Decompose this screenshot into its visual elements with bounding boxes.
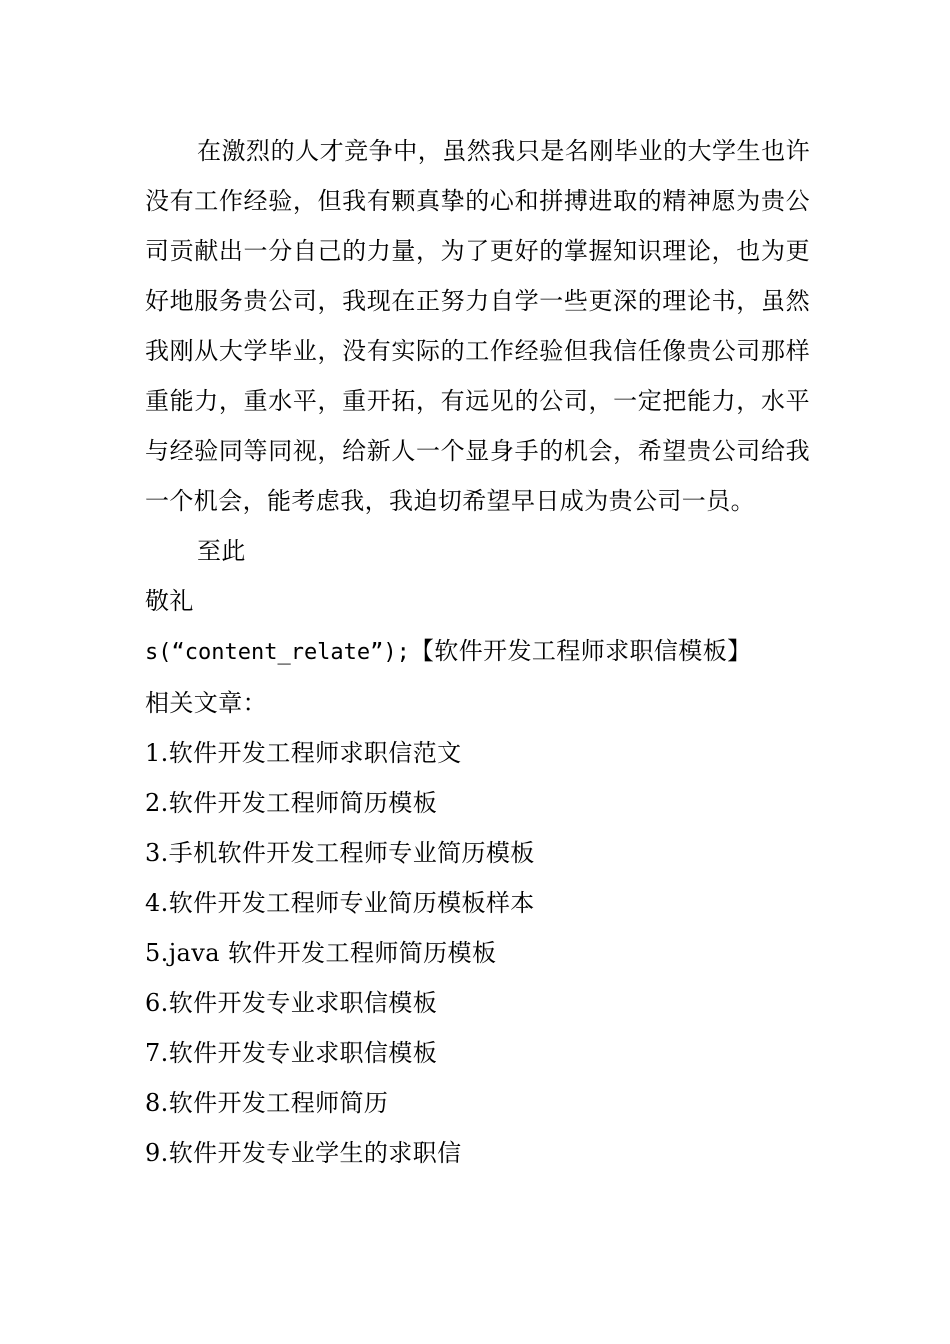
related-heading: 相关文章：	[145, 689, 267, 717]
letter-body-paragraph: 在激烈的人才竞争中，虽然我只是名刚毕业的大学生也许没有工作经验，但我有颗真挚的心和拼搏进取的精神愿为贵公司贡献出一分自己的力量，为了更好的掌握知识理论，也为更好地服务贵公司，我现在正努力自学一些更深的理论书，虽然我刚从大学毕业，没有实际的工作经验但我信任像贵公司那样重能力，重水平，重开拓，有远见的公司，一定把能力，水平与经验同等同视，给新人一个显身手的机会，希望贵公司给我一个机会，能考虑我，我迫切希望早日成为贵公司一员。	[145, 137, 810, 515]
closing-salutation: 至此	[197, 537, 246, 565]
related-article-link[interactable]: 8.软件开发工程师简历	[145, 1089, 389, 1117]
related-article-link[interactable]: 5.java 软件开发工程师简历模板	[145, 939, 497, 967]
document-content	[145, 126, 810, 1178]
related-article-link[interactable]: 3.手机软件开发工程师专业简历模板	[145, 839, 535, 867]
script-code: s(“content_relate”);	[145, 640, 410, 665]
closing-regards: 敬礼	[145, 587, 194, 615]
related-article-link[interactable]: 9.软件开发专业学生的求职信	[145, 1139, 462, 1167]
related-article-link[interactable]: 6.软件开发专业求职信模板	[145, 989, 438, 1017]
script-line	[145, 626, 810, 678]
related-article-link[interactable]: 1.软件开发工程师求职信范文	[145, 739, 462, 767]
related-article-link[interactable]: 7.软件开发专业求职信模板	[145, 1039, 438, 1067]
related-title: 【软件开发工程师求职信模板】	[409, 637, 752, 665]
related-article-link[interactable]: 2.软件开发工程师简历模板	[145, 789, 438, 817]
related-article-link[interactable]: 4.软件开发工程师专业简历模板样本	[145, 889, 535, 917]
related-articles-list	[145, 728, 810, 1178]
